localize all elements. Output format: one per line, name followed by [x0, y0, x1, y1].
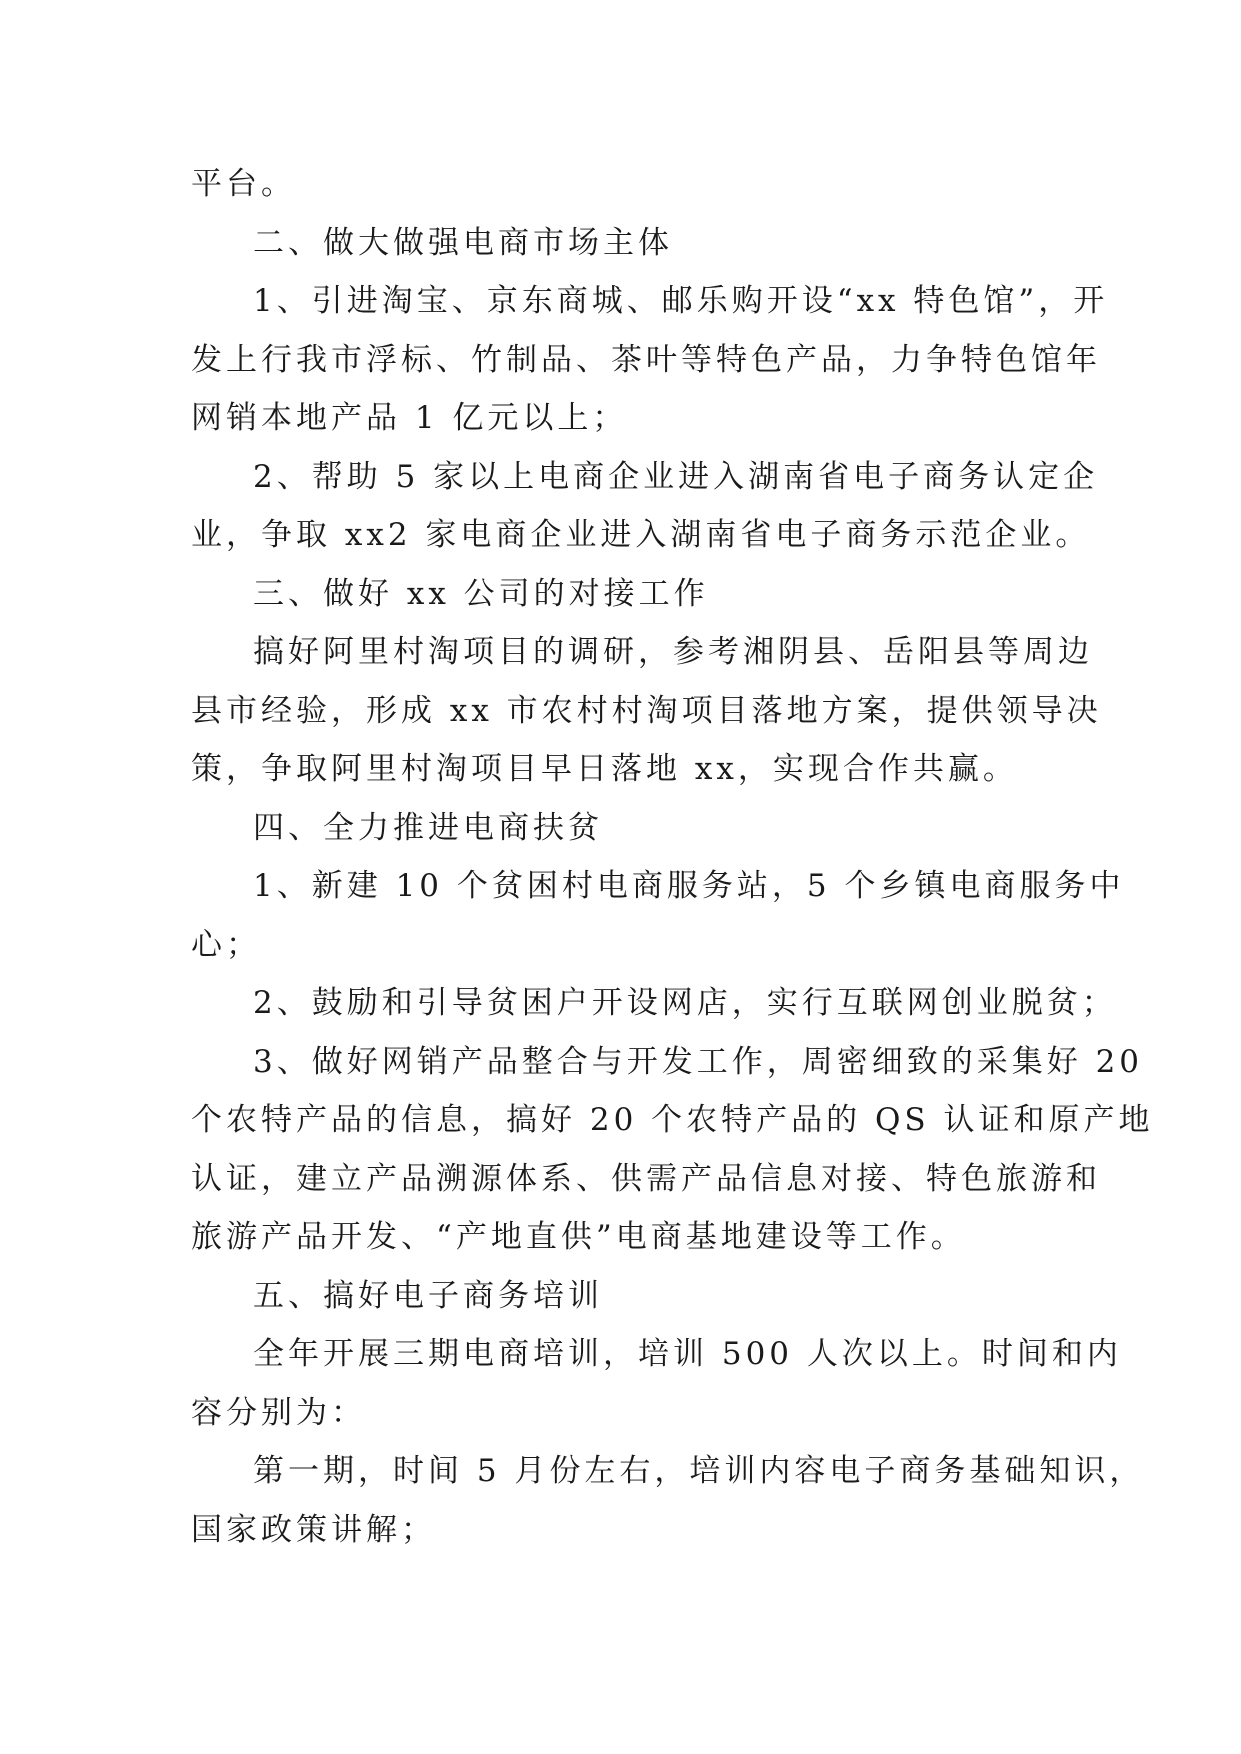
section-heading-2: 二、做大做强电商市场主体: [253, 224, 673, 261]
paragraph-line: 2、帮助 5 家以上电商企业进入湖南省电子商务认定企: [253, 458, 1099, 495]
paragraph-line: 2、鼓励和引导贫困户开设网店，实行互联网创业脱贫；: [253, 985, 1117, 1021]
paragraph-line: 第一期，时间 5 月份左右，培训内容电子商务基础知识，: [253, 1453, 1145, 1489]
paragraph-line: 县市经验，形成 xx 市农村村淘项目落地方案，提供领导决: [191, 692, 1102, 729]
paragraph-line: 网销本地产品 1 亿元以上；: [191, 400, 628, 436]
paragraph-line: 搞好阿里村淘项目的调研，参考湘阴县、岳阳县等周边: [253, 634, 1093, 670]
paragraph-line: 策，争取阿里村淘项目早日落地 xx，实现合作共赢。: [191, 751, 1018, 787]
paragraph-line: 1、引进淘宝、京东商城、邮乐购开设“xx 特色馆”，开: [253, 283, 1109, 319]
paragraph-line: 容分别为：: [191, 1394, 366, 1431]
document-body: [191, 155, 1154, 1559]
paragraph-line: 1、新建 10 个贫困村电商服务站，5 个乡镇电商服务中: [253, 868, 1125, 904]
paragraph-line: 业，争取 xx2 家电商企业进入湖南省电子商务示范企业。: [191, 517, 1091, 553]
paragraph-line: 国家政策讲解；: [191, 1511, 436, 1548]
text-line-continuation: 平台。: [191, 166, 296, 202]
section-heading-4: 四、全力推进电商扶贫: [253, 809, 603, 846]
section-heading-3: 三、做好 xx 公司的对接工作: [253, 575, 709, 612]
paragraph-line: 个农特产品的信息，搞好 20 个农特产品的 QS 认证和原产地: [191, 1102, 1154, 1138]
paragraph-line: 旅游产品开发、“产地直供”电商基地建设等工作。: [191, 1219, 966, 1255]
paragraph-line: 全年开展三期电商培训，培训 500 人次以上。时间和内: [253, 1336, 1122, 1372]
paragraph-line: 发上行我市浮标、竹制品、茶叶等特色产品，力争特色馆年: [191, 341, 1101, 378]
paragraph-line: 认证，建立产品溯源体系、供需产品信息对接、特色旅游和: [191, 1160, 1101, 1197]
paragraph-line: 3、做好网销产品整合与开发工作，周密细致的采集好 20: [253, 1043, 1144, 1080]
section-heading-5: 五、搞好电子商务培训: [253, 1277, 603, 1314]
paragraph-line: 心；: [191, 926, 261, 963]
